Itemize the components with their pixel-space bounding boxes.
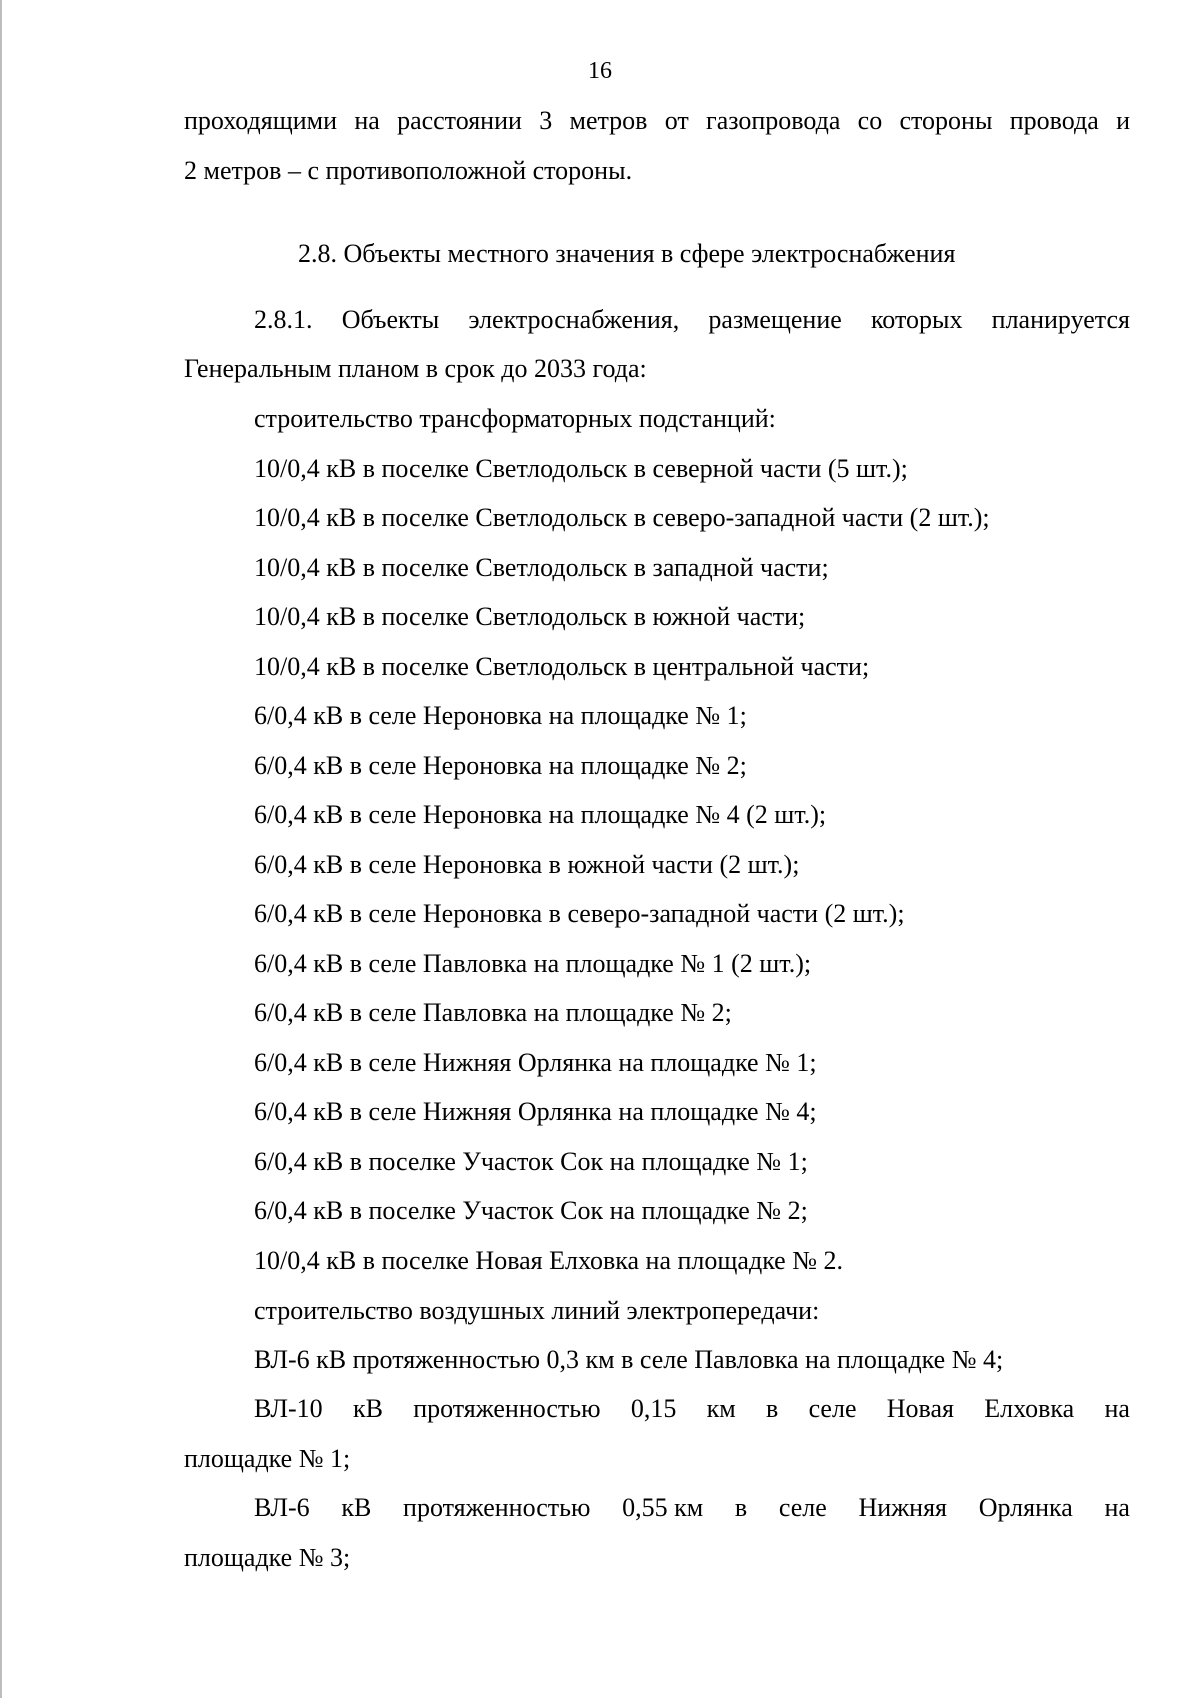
word: 0,15 (630, 1394, 677, 1423)
line-item-3-line-2: площадке № 3; (184, 1543, 351, 1572)
word: в (734, 1493, 748, 1522)
word: газопровода (706, 106, 841, 135)
substation-item: 10/0,4 кВ в поселке Светлодольск в западной части; (254, 553, 829, 582)
para-281-line-1 (254, 305, 1130, 335)
word: расстоянии (397, 106, 522, 135)
word: со (857, 106, 883, 135)
scan-edge-line (0, 0, 2, 1698)
word: кВ (352, 1394, 383, 1423)
lines-heading: строительство воздушных линий электропередачи: (254, 1296, 820, 1325)
substation-item: 6/0,4 кВ в селе Павловка на площадке № 2; (254, 998, 732, 1027)
word: которых (871, 305, 963, 334)
word: 2.8.1. (254, 305, 313, 334)
para-281-line-2: Генеральным планом в срок до 2033 года: (184, 354, 647, 383)
word: от (664, 106, 689, 135)
section-title: 2.8. Объекты местного значения в сфере электроснабжения (298, 239, 956, 268)
substation-item: 10/0,4 кВ в поселке Новая Елховка на площадке № 2. (254, 1246, 844, 1275)
substation-item: 6/0,4 кВ в селе Нероновка на площадке № 2; (254, 751, 747, 780)
substation-item: 6/0,4 кВ в селе Нероновка в южной части (2 шт.); (254, 850, 800, 879)
word: 3 (539, 106, 553, 135)
word: электроснабжения, (468, 305, 680, 334)
page-number: 16 (588, 58, 612, 84)
word: Елховка (984, 1394, 1075, 1423)
word: планируется (991, 305, 1130, 334)
substations-heading: строительство трансформаторных подстанций: (254, 404, 776, 433)
substation-item: 6/0,4 кВ в поселке Участок Сок на площадке № 1; (254, 1147, 808, 1176)
substation-item: 6/0,4 кВ в селе Нероновка в северо-западной части (2 шт.); (254, 899, 905, 928)
line-item: ВЛ-6 кВ протяженностью 0,3 км в селе Павловка на площадке № 4; (254, 1345, 1004, 1374)
word: км (706, 1394, 736, 1423)
word: в (766, 1394, 779, 1423)
word: размещение (708, 305, 842, 334)
word: протяженностью (413, 1394, 601, 1423)
substation-item: 10/0,4 кВ в поселке Светлодольск в южной части; (254, 602, 806, 631)
intro-line-2: 2 метров – с противоположной стороны. (184, 156, 633, 185)
substation-item: 10/0,4 кВ в поселке Светлодольск в центральной части; (254, 652, 870, 681)
word: на (354, 106, 380, 135)
line-item-2-line-1 (254, 1394, 1130, 1424)
word: на (1104, 1394, 1130, 1423)
word: проходящими (184, 106, 338, 135)
substation-item: 6/0,4 кВ в селе Нероновка на площадке № 1; (254, 701, 747, 730)
word: на (1104, 1493, 1130, 1522)
word: ВЛ-6 (254, 1493, 310, 1522)
word: ВЛ-10 (254, 1394, 323, 1423)
substation-item: 10/0,4 кВ в поселке Светлодольск в северо-западной части (2 шт.); (254, 503, 990, 532)
word: Новая (886, 1394, 954, 1423)
substation-item: 10/0,4 кВ в поселке Светлодольск в северной части (5 шт.); (254, 454, 908, 483)
line-item-2-line-2: площадке № 1; (184, 1444, 351, 1473)
word: провода (1009, 106, 1099, 135)
word: Нижняя (858, 1493, 948, 1522)
word: метров (569, 106, 648, 135)
word: протяженностью (403, 1493, 591, 1522)
word: Орлянка (978, 1493, 1073, 1522)
word: и (1116, 106, 1130, 135)
substation-item: 6/0,4 кВ в поселке Участок Сок на площадке № 2; (254, 1196, 808, 1225)
substation-item: 6/0,4 кВ в селе Нижняя Орлянка на площадке № 4; (254, 1097, 817, 1126)
substation-item: 6/0,4 кВ в селе Нероновка на площадке № 4 (2 шт.); (254, 800, 827, 829)
line-item-3-line-1 (254, 1493, 1130, 1523)
word: 0,55 км (622, 1493, 704, 1522)
substation-item: 6/0,4 кВ в селе Нижняя Орлянка на площадке № 1; (254, 1048, 817, 1077)
word: кВ (341, 1493, 372, 1522)
word: стороны (899, 106, 993, 135)
word: селе (778, 1493, 827, 1522)
word: селе (808, 1394, 857, 1423)
intro-line-1 (184, 106, 1130, 136)
substation-item: 6/0,4 кВ в селе Павловка на площадке № 1 (2 шт.); (254, 949, 812, 978)
word: Объекты (341, 305, 440, 334)
